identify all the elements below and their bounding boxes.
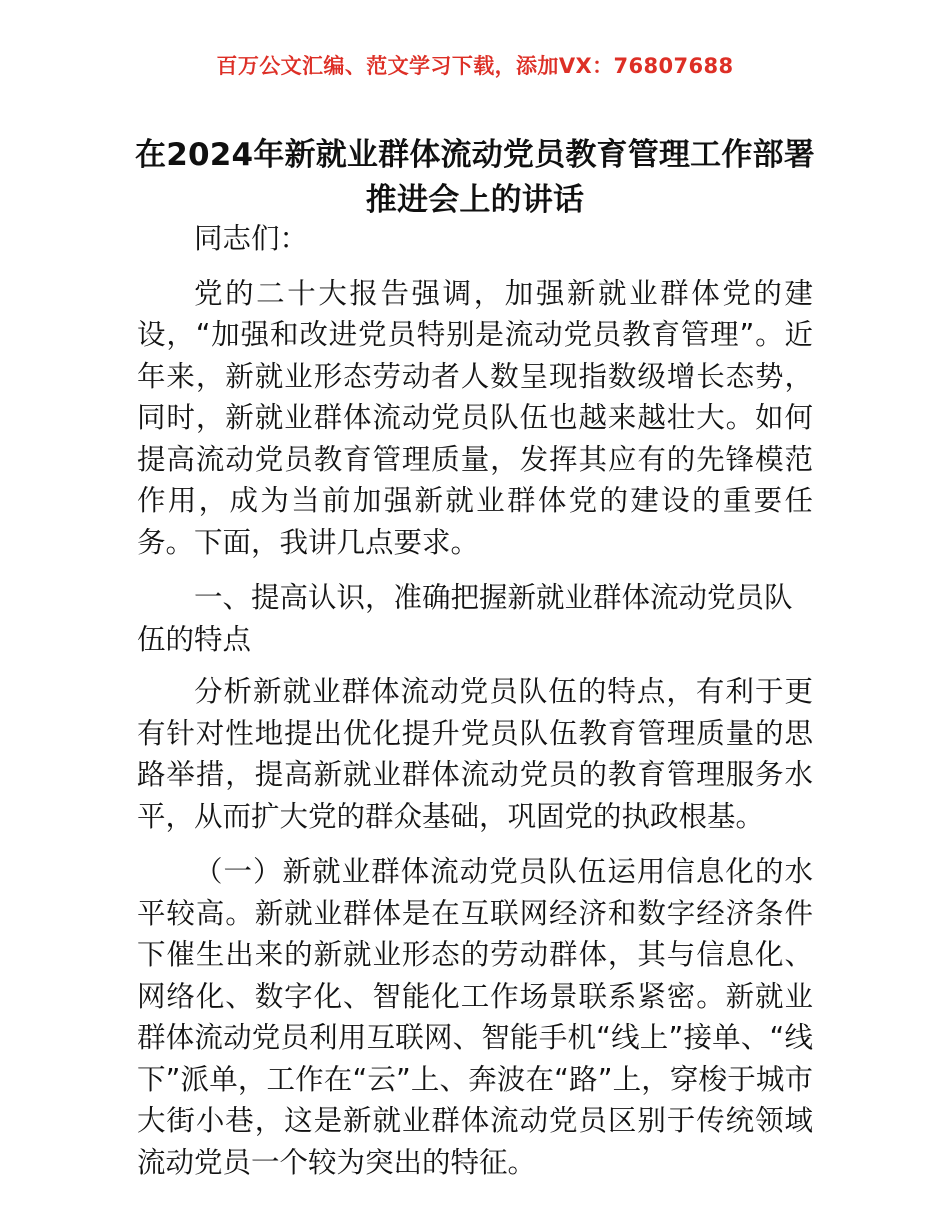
paragraph-spacer [137, 563, 813, 577]
paragraph-spacer [137, 260, 813, 273]
salutation-line: 同志们： [194, 222, 309, 255]
section-heading-one: 一、提高认识，准确把握新就业群体流动党员队伍的特点 [137, 581, 793, 656]
promotional-header-banner: 百万公文汇编、范文学习下载，添加VX：76807688 [216, 54, 734, 78]
document-title: 在2024年新就业群体流动党员教育管理工作部署推进会上的讲话 [135, 136, 815, 218]
paragraph-spacer [137, 837, 813, 851]
document-body [137, 218, 813, 1183]
section-one-paragraph: 分析新就业群体流动党员队伍的特点，有利于更有针对性地提出优化提升党员队伍教育管理质量的思路举措，提高新就业群体流动党员的教育管理服务水平，从而扩大党的群众基础，巩固党的执政根基。 [137, 675, 813, 833]
intro-paragraph: 党的二十大报告强调，加强新就业群体党的建设，“加强和改进党员特别是流动党员教育管理”。近年来，新就业形态劳动者人数呈现指数级增长态势，同时，新就业群体流动党员队伍也越来越壮大。如何提高流动党员教育管理质量，发挥其应有的先锋模范作用，成为当前加强新就业群体党的建设的重要任务。下面，我讲几点要求。 [137, 276, 813, 559]
subsection-one-paragraph: （一）新就业群体流动党员队伍运用信息化的水平较高。新就业群体是在互联网经济和数字经济条件下催生出来的新就业形态的劳动群体，其与信息化、网络化、数字化、智能化工作场景联系紧密。新就业群体流动党员利用互联网、智能手机“线上”接单、“线下”派单，工作在“云”上、奔波在“路”上，穿梭于城市大街小巷，这是新就业群体流动党员区别于传统领域流动党员一个较为突出的特征。 [137, 855, 813, 1179]
paragraph-spacer [137, 660, 813, 671]
